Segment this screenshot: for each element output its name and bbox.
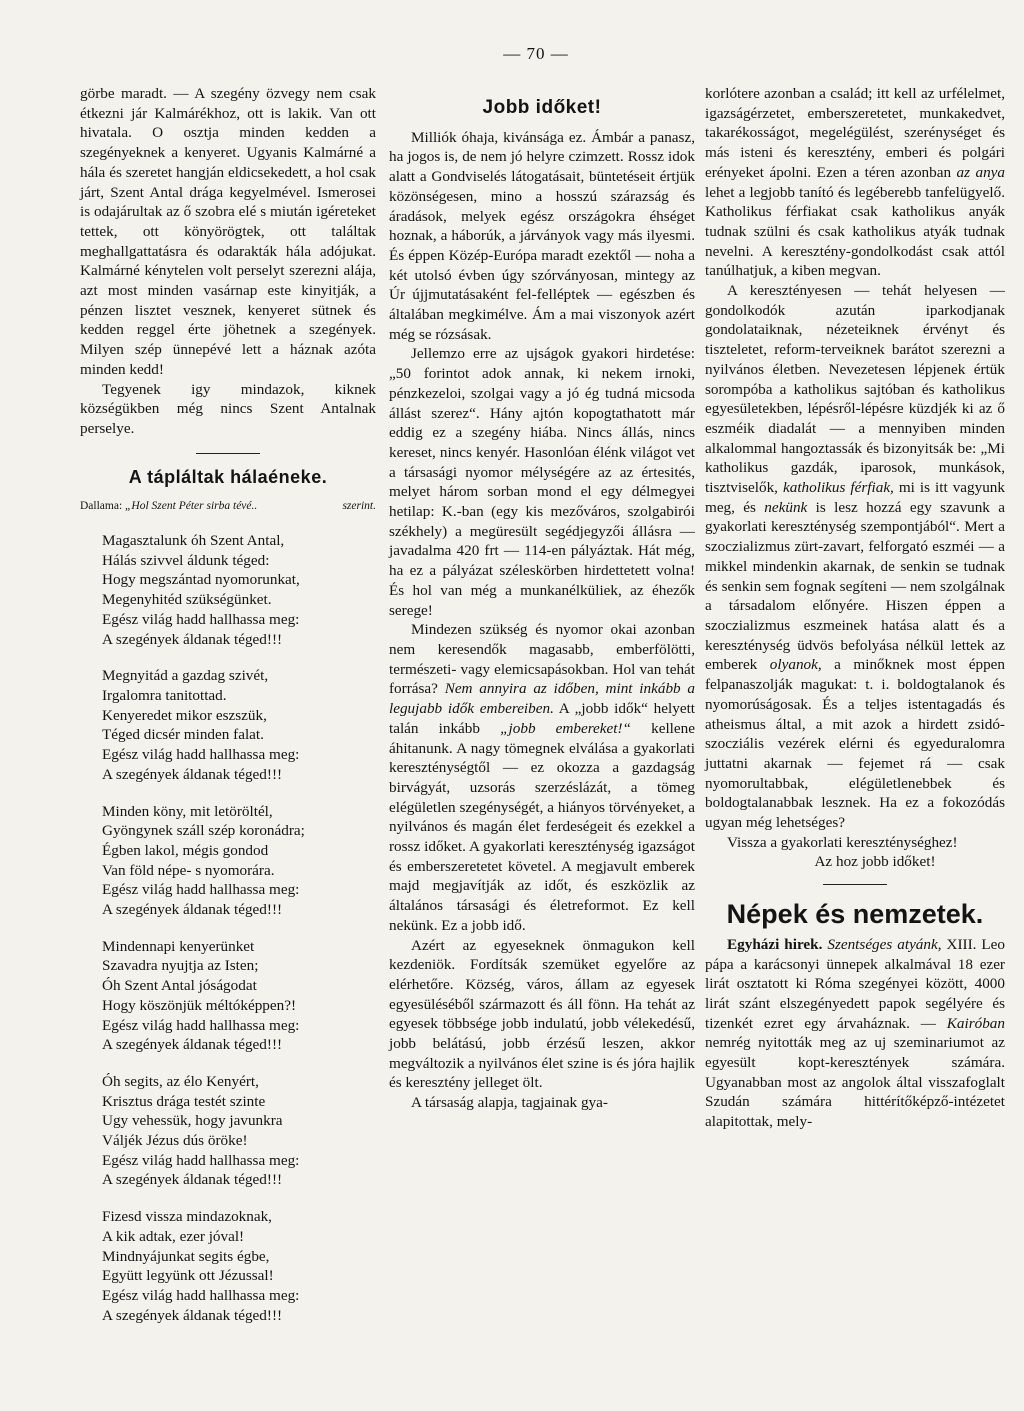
verse-line: Együtt legyünk ott Jézussal!	[102, 1267, 274, 1285]
verse-line: Téged dicsér minden falat.	[102, 726, 264, 744]
article-title: Jobb időket!	[482, 97, 602, 118]
verse-line: Fizesd vissza mindazoknak,	[102, 1208, 272, 1226]
article-paragraph: Jellemzo erre az ujságok gyakori hirdetése: „50 forintot adok annak, ki nekem irnoki, pénzkezeloi, szolgai vagy a jó ég tudná micsoda állást szerez“. Hány ajtón kopogtathatott már eddig ez a szegény hiába. Nincs állás, nincs kereset, nincs kenyér. Hasonlóan élénk világot vet a társasági nyomor mélységére az az értesités, melyet három sorban mond el egy délmegyei hetilap: K.-ban (egy kis mezőváros, szolgabirói székhely) a megüresült segédjegyzői állásra — javadalma 420 frt — 114-en pályáztak. Hát még, ha ez a pályázat széleskörben hirdettetett volna! És hol van még a munkanélküliek, az éhezők serege!	[389, 345, 695, 619]
verse-line: Kenyeredet mikor eszszük,	[102, 706, 267, 724]
article-closing: Az hoz jobb időket!	[814, 853, 936, 871]
verse-line: A szegények áldanak téged!!!	[102, 630, 283, 648]
verse-line: A szegények áldanak téged!!!	[102, 1036, 283, 1054]
verse-line: Hogy megszántad nyomorunkat,	[102, 571, 300, 589]
verse-line: Krisztus drága testét szinte	[102, 1092, 266, 1110]
text-run: is lesz hozzá egy szavunk a gyakorlati kereszténység szempontjából“. Mert a szoczializmus zürt-zavart, felforgató eszméi — a mikkel mindenkin akarnak, de senkin se tudnak és senkin sem fognak segíteni — nem szolgálnak a társadalom előnyére. Hiszen éppen a szoczializmus eszmeinek hatása alatt és a kereszténység üdvös befolyása nélkül lettek az emberek	[705, 498, 1005, 674]
verse-line: Váljék Jézus dús öröke!	[102, 1132, 248, 1150]
song-stanzas	[80, 531, 376, 1325]
column-3	[705, 84, 1005, 1132]
italic-run: Szentséges atyánk,	[827, 935, 942, 953]
news-subhead: Egyházi hirek.	[727, 935, 823, 953]
verse-line: Szavadra nyujtja az Isten;	[102, 957, 259, 975]
text-run: kellene áhitanunk. A nagy tömegnek elválása a gyakorlati kereszténységtől — ez okozza a gazdagság birvágyát, uzsorás szerzéslázát, a tömeg elégületlen szegénységét, a hiányos törvényeket, a nyilvános és magán élet ferdeségeit és ezekkel a rossz időket. A gyakorlati kereszténység igazságot és emberszeretetet követel. A megjavult emberek majd megjavítják az időt, és eszközlik az általános társasági és életreformot. Ez kell nekünk. Ez a jobb idő.	[389, 719, 695, 934]
italic-run: katholikus férfiak,	[782, 479, 894, 497]
italic-run: „jobb embereket!“	[500, 719, 631, 737]
column-2	[389, 84, 695, 1113]
italic-run: olyanok,	[769, 656, 822, 674]
song-stanza	[102, 937, 376, 1055]
section-title: Népek és nemzetek.	[726, 899, 984, 930]
italic-run: az anya	[956, 163, 1006, 181]
tune-name: „Hol Szent Péter sirba tévé..	[125, 500, 258, 513]
verse-line: Gyöngynek száll szép koronádra;	[102, 822, 305, 840]
verse-line: Hálás szivvel áldunk téged:	[102, 551, 270, 569]
song-stanza	[102, 802, 376, 920]
verse-line: A szegények áldanak téged!!!	[102, 1171, 283, 1189]
verse-line: A szegények áldanak téged!!!	[102, 901, 283, 919]
news-paragraph	[705, 935, 1005, 1132]
verse-line: Hogy köszönjük méltóképpen?!	[102, 996, 297, 1014]
verse-line: Egész világ hadd hallhassa meg:	[102, 1016, 300, 1034]
verse-line: Magasztalunk óh Szent Antal,	[102, 532, 285, 550]
page-number: — 70 —	[503, 44, 569, 63]
text-run: korlótere azonban a család; itt kell az urfélelmet, igazságérzetet, emberszeretetet, munkakedvet, takarékosságot, megelégülést, szerénységet és más isteni és keresztény, emberi és polgári erényeket ápolni. Ezen a téren azonban	[705, 85, 1005, 181]
article-paragraph: Vissza a gyakorlati kereszténységhez!	[727, 833, 958, 851]
verse-line: A kik adtak, ezer jóval!	[102, 1227, 245, 1245]
verse-line: A szegények áldanak téged!!!	[102, 1306, 283, 1324]
column-1	[80, 84, 376, 1342]
verse-line: Megenyhitéd szükségünket.	[102, 591, 272, 609]
song-stanza	[102, 666, 376, 784]
divider	[823, 884, 887, 885]
tune-line	[80, 497, 376, 517]
text-run: Mindezen szükség és nyomor okai azonban nem keresendők magasabb, emberfölötti, természeti- vagy elemicsapásokban. Hol van tehát forrása?	[389, 621, 695, 698]
text-run: a minőknek most éppen felpanaszolják magukat: t. i. boldogtalanok és nyomorúságosak. És a teljes istentagadás és atheismus által, a mit azok a hirdett zsidó-szocziális vezérek elérni és egyeduralomra juttatni akarnak — fejemet rá — csak nyomorultabbak, elégületlenebbek és boldogtalanabbak lesznek. Ha ez a fokozódás ugyan még lehetséges?	[705, 656, 1005, 832]
article-paragraph	[705, 281, 1005, 833]
verse-line: Ugy vehessük, hogy javunkra	[102, 1112, 283, 1130]
verse-line: Mindennapi kenyerünket	[102, 937, 255, 955]
song-stanza	[102, 1072, 376, 1190]
text-run: XIII. Leo pápa a karácsonyi ünnepek alkalmával 18 ezer lirát osztatott ki Róma szegényei között, 4000 lirát szánt elszegényedett papok segélyére és tizenkét ezret egy árvaháznak. —	[705, 935, 1005, 1032]
text-run: A „jobb idők“ helyett talán inkább	[389, 700, 696, 737]
song-stanza	[102, 531, 376, 649]
verse-line: Megnyitád a gazdag szivét,	[102, 667, 269, 685]
article-paragraph: Azért az egyeseknek önmagukon kell kezdeniök. Fordítsák szemüket egyelőre az elérhetőre. Község, város, állam az egyesek egyesüléséből származott és áll fönn. Ha tehát az egyesek többsége jobb indulatú, jobb vélekedésű, jobb belátású, jobb érzésű leszen, akkor megváltozik a nyilvános élet szine is és jóra hajlik és keresztény jelleget ölt.	[389, 936, 695, 1092]
text-run: mi is itt vagyunk meg, és	[705, 479, 1005, 516]
article-paragraph: görbe maradt. — A szegény özvegy nem csak étkezni jár Kalmárékhoz, ott is lakik. Van ott hivatala. O osztja minden kedden a szegényeknek a kenyeret. Ugyanis Kalmárné a hála és szeretet hangján eldicsekedett, a hol csak járt, Szent Antal drága kegyelmével. Ismerosei is odajárultak az ő szobra elé s miután igéreteket tettek, ott könyörögtek, ott találtak meghallgattatásra és odarakták hála adójukat. Kalmárné kénytelen volt perselyt szerezni alája, azt most minden vasárnap este kinyitják, a pénzen lisztet vesznek, kenyeret sütnek és kedden reggel érte jöhetnek a szegények. Milyen szép ünnepévé lett a háznak azóta minden kedd!	[80, 85, 376, 378]
verse-line: Van föld népe- s nyomorára.	[102, 861, 275, 879]
text-run: nemrég nyitották meg az uj szeminariumot az egyesült kopt-keresztények számára. Ugyanabban most az angolok által visszafoglalt Szudán számára hittérítőképző-intézetet alapitottak, mely-	[705, 1034, 1005, 1131]
article-paragraph	[389, 620, 695, 935]
verse-line: Egész világ hadd hallhassa meg:	[102, 746, 300, 764]
song-title: A tápláltak hálaéneke.	[128, 466, 328, 487]
article-paragraph: Milliók óhaja, kivánsága ez. Ámbár a panasz, ha jogos is, de nem jó helyre czimzett. Rossz idok alatt a Gondviselés látogatásait, büntetéseit értjük közönségesen, mino a hosszú szárazság és áradások, melyek egész országokra éhséget hoznak, a háborúk, a járványok vagy más ilyesmi. És éppen Közép-Európa maradt ezektől — noha a két utolsó évben úgy szórványosan, mintegy az Úr újjmutatásaként fel-felléptek — egészben és általában megkimélve. Ám a mai viszonyok azért még se rózsásak.	[389, 128, 695, 343]
tune-by: szerint.	[342, 500, 376, 513]
article-paragraph: A társaság alapja, tagjainak gya-	[411, 1094, 608, 1112]
verse-line: Égben lakol, mégis gondod	[102, 841, 269, 859]
verse-line: Irgalomra tanitottad.	[102, 686, 227, 704]
verse-line: Egész világ hadd hallhassa meg:	[102, 1286, 300, 1304]
text-run: lehet a legjobb tanító és legéberebb tanfelügyelő. Katholikus férfiakat csak katholikus anyák tudnak szülni és csak katholikus atyák tudnak nevelni. A keresztény-gondolkodást csak attól tanúlhatjuk, a kiben megvan.	[705, 183, 1005, 280]
tune-label: Dallama:	[80, 500, 123, 513]
song-stanza	[102, 1207, 376, 1325]
article-paragraph	[705, 84, 1005, 281]
italic-run: Nem annyira az időben, mint inkább a legujabb idők embereiben.	[389, 680, 695, 718]
verse-line: Óh segits, az élo Kenyért,	[102, 1072, 259, 1090]
verse-line: Minden köny, mit letöröltél,	[102, 802, 273, 820]
italic-run: nekünk	[764, 498, 808, 516]
verse-line: Egész világ hadd hallhassa meg:	[102, 610, 300, 628]
article-paragraph: Tegyenek igy mindazok, kiknek községükben még nincs Szent Antalnak perselye.	[80, 380, 376, 437]
verse-line: Egész világ hadd hallhassa meg:	[102, 1151, 300, 1169]
divider	[196, 453, 260, 454]
verse-line: Óh Szent Antal jóságodat	[102, 977, 257, 995]
verse-line: Egész világ hadd hallhassa meg:	[102, 881, 300, 899]
text-run: A keresztényesen — tehát helyesen — gondolkodók azután iparkodjanak gondolataiknak, nézeteiknek érvényt és tiszteletet, reform-terveiknek barátot szerezni a nyilvános életben. Nevezetesen lépjenek értük sorompóba a katholikus sajtóban és katholikus egyesületekben, lépésről-lépésre küzdjék ki az ő eszméik diadalát — a mennyiben minden alkalommal hangoztassák és bizonyitsák be: „Mi katholikus gazdák, iparosok, munkások, tisztviselők,	[705, 282, 1005, 497]
italic-run: Kairóban	[946, 1014, 1005, 1032]
verse-line: Mindnyájunkat segits égbe,	[102, 1247, 270, 1265]
verse-line: A szegények áldanak téged!!!	[102, 765, 283, 783]
